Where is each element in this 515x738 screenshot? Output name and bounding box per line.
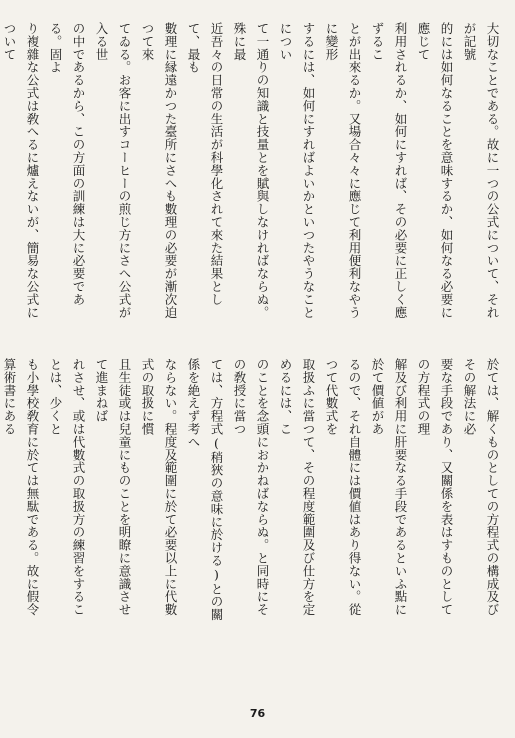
text-line: 近吾々の日常の生活が科學化されて來た結果として、最も xyxy=(186,22,224,306)
text-line: れさせ、或は代數式の取扱方の練習をすることは、少くと xyxy=(48,358,86,616)
text-line: するには、如何にすればよいかといつたやうなことについ xyxy=(278,22,316,319)
text-line: 且生徒或は兒童にものことを明瞭に意識させて進まねば xyxy=(94,358,132,616)
text-line: の中であるから、この方面の訓練は大に必要である。固よ xyxy=(48,22,86,306)
text-line: るので、それ自體には價値はあり得ない。從つて代數式を xyxy=(324,358,362,616)
text-line: てゐる。お客に出すコーヒーの煎じ方にさへ公式が入る世 xyxy=(94,22,132,319)
lower-text-block xyxy=(2,358,504,626)
text-line: 解及び利用に肝要なる手段であるといふ點に於て價値があ xyxy=(370,358,408,616)
text-line: 利用されるか、如何にすれば、その必要に正しく應ずるこ xyxy=(370,22,408,319)
text-line: 要な手段であり、又關係を表はすものとしての方程式の理 xyxy=(416,358,454,616)
text-line: のことを念頭におかねばならぬ。と同時にその敎授に當つ xyxy=(232,358,270,616)
text-line: 取扱ふに當つて、その程度範圍及び仕方を定めるには、こ xyxy=(278,358,316,616)
text-line: も小學校敎育に於ては無駄である。故に假令算術書にある xyxy=(2,358,40,616)
text-line: 數理に縁遠かつた臺所にさへも數理の必要が漸次迫つて來 xyxy=(140,22,178,319)
page-number: 76 xyxy=(249,707,266,720)
text-line: 於ては、解くものとしての方程式の構成及びその解法に必 xyxy=(462,358,500,616)
text-line: 大切なことである。故に一つの公式について、それが記號 xyxy=(462,22,500,319)
text-line: ならない。程度及範圍に於て必要以上に代數式の取扱に慣 xyxy=(140,358,178,616)
text-line: り複雜な公式は敎へるに爐えないが、簡易な公式について xyxy=(2,22,40,319)
text-line: て一通りの知識と技量とを賦與しなければならぬ。殊に最 xyxy=(232,22,270,319)
text-line: ては、方程式(稍狹の意味に於ける)との關係を絶えず考へ xyxy=(186,358,224,621)
text-line: とが出來るか。又場合々々に應じて利用便利なやうに變形 xyxy=(324,22,362,319)
text-line: 的には如何なることを意味するか、如何なる必要に應じて xyxy=(416,22,454,319)
upper-text-block xyxy=(2,22,504,320)
